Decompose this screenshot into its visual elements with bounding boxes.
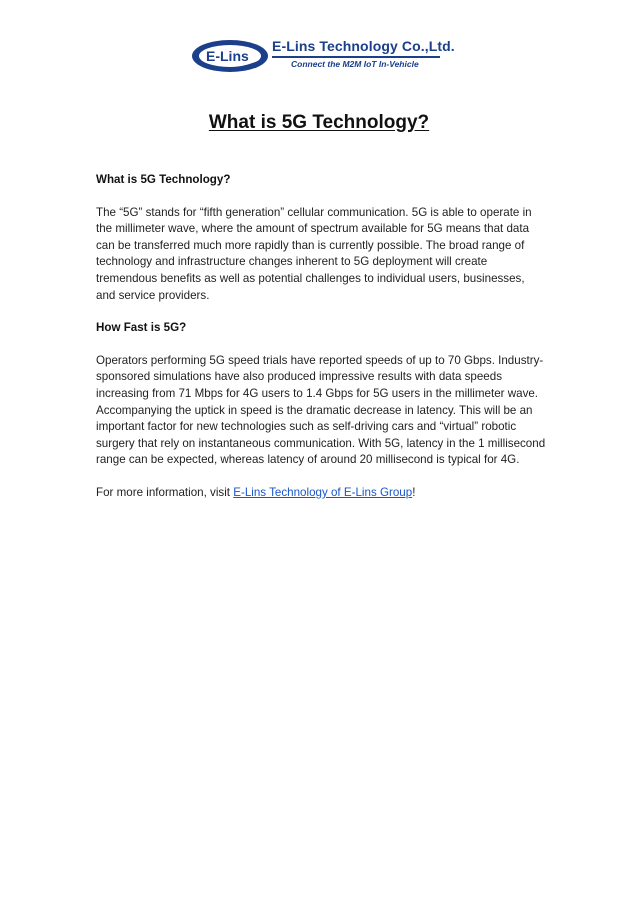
paragraph-how-fast: Operators performing 5G speed trials have reported speeds of up to 70 Gbps. Industry-sponsored simulations have also produced impressive results with data speeds increasing from 71 Mbps for 4G users to 1.4 Gbps for 5G users in the millimeter wave. Accompanying the uptick in speed is the dramatic decrease in latency. This will be an important factor for new technologies such as self-driving cars and “virtual” robotic surgery that rely on instantaneous communication. With 5G, latency in the 1 millisecond range can be expected, whereas latency of around 20 millisecond is typical for 4G. (96, 353, 546, 467)
paragraph-what-is-5g: The “5G” stands for “fifth generation” cellular communication. 5G is able to operate in the millimeter wave, where the amount of spectrum available for 5G means that data can be transferred much more rapidly than is currently possible. The broad range of technology and infrastructure changes inherent to 5G deployment will create tremendous benefits as well as potential challenges to individual users, businesses, and service providers. (96, 205, 532, 302)
section-heading-what-is-5g: What is 5G Technology? (96, 173, 231, 186)
company-name: E-Lins Technology Co.,Ltd. (272, 38, 455, 54)
more-info-prefix: For more information, visit (96, 485, 234, 499)
more-info-line (96, 485, 546, 502)
logo-text: E-Lins (206, 48, 249, 64)
company-header (190, 36, 455, 76)
e-lins-logo (190, 37, 274, 75)
section-heading-how-fast: How Fast is 5G? (96, 321, 187, 335)
more-info-suffix: ! (412, 485, 416, 499)
company-tagline: Connect the M2M IoT In-Vehicle (291, 59, 419, 69)
header-rule (272, 56, 440, 58)
document-body (96, 172, 546, 518)
e-lins-group-link[interactable]: E-Lins Technology of E-Lins Group (233, 485, 413, 499)
page-title: What is 5G Technology? (208, 112, 430, 133)
